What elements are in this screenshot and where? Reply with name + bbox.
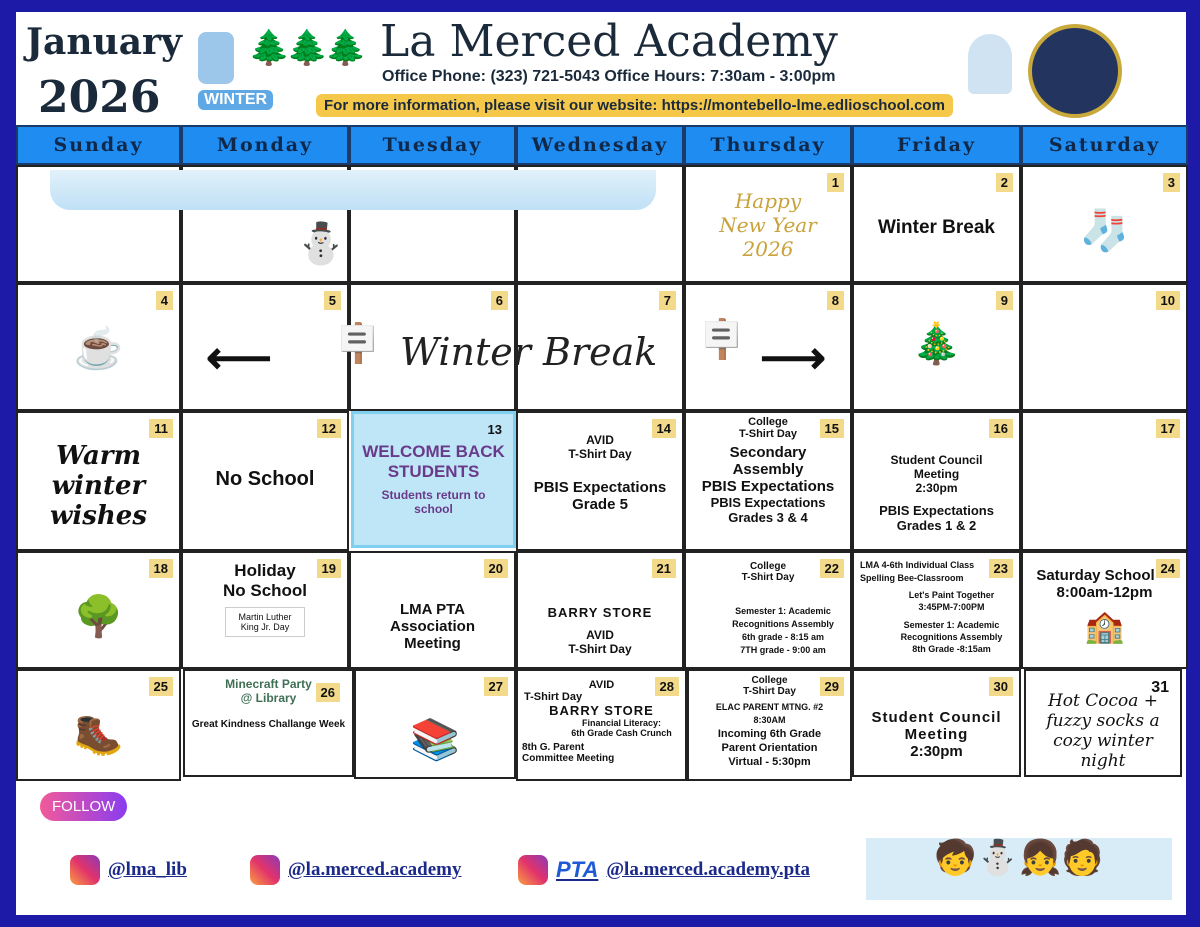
day-cell-12[interactable]: 12 No School [181, 411, 349, 551]
day-cell-25[interactable]: 25 🥾 [16, 669, 181, 781]
day-cell-28[interactable]: 28 AVID T-Shirt Day BARRY STORE Financial Literacy: 6th Grade Cash Crunch 8th G. Parent Committee Meeting [516, 669, 687, 781]
day-cell-18[interactable]: 18 🌳 [16, 551, 181, 669]
day-cell-26[interactable]: 26 Minecraft Party @ Library Great Kindness Challange Week [183, 669, 354, 777]
day-cell-27[interactable]: 27 📚 [354, 669, 516, 779]
day-cell-21[interactable]: 21 BARRY STORE AVID T-Shirt Day [516, 551, 684, 669]
coffee-book-icon: 📚 [410, 718, 460, 762]
signpost-icon: 🪧 [698, 319, 746, 361]
year-label: 2026 [38, 72, 161, 123]
weekday-header [16, 125, 1188, 165]
scarf-icon [198, 32, 234, 84]
snow-globe-icon: 🎄 [911, 322, 962, 366]
day-cell-9[interactable]: 9 🎄 [852, 283, 1021, 411]
social-link-pta[interactable]: PTA @la.merced.academy.pta [518, 855, 810, 885]
snowman-icon: ⛄ [296, 222, 346, 266]
day-cell-19[interactable]: 19 Holiday No School Martin Luther King Jr. Day [181, 551, 349, 669]
day-cell-8[interactable]: 8 [684, 283, 852, 411]
day-cell-22[interactable]: 22 College T-Shirt Day Semester 1: Academic Recognitions Assembly 6th grade - 8:15 am 7TH grade - 9:00 am [684, 551, 852, 669]
weekday-sunday: Sunday [16, 125, 181, 165]
weekday-tuesday: Tuesday [349, 125, 516, 165]
day-cell-7[interactable]: 7 [516, 283, 684, 411]
arrow-right-icon: ⟶ [760, 331, 826, 383]
day-cell-2[interactable]: 2 Winter Break [852, 165, 1021, 283]
day-cell-17[interactable]: 17 [1021, 411, 1188, 551]
follow-badge: FOLLOW [40, 792, 127, 821]
weekday-wednesday: Wednesday [516, 125, 684, 165]
hot-cocoa-icon: ☕ [73, 327, 124, 371]
signpost-icon: 🪧 [334, 323, 382, 365]
boots-icon: 🧦 [1079, 209, 1130, 253]
month-label: January [26, 21, 182, 63]
day-cell-23[interactable]: 23 LMA 4-6th Individual Class Spelling Bee-Classroom Let's Paint Together 3:45PM-7:00PM Semester 1: Academic Recognitions Assembly 8th Grade -8:15am [852, 551, 1021, 669]
day-cell-31[interactable]: 31 Hot Cocoa + fuzzy socks a cozy winter night [1024, 669, 1182, 777]
winter-break-banner: Winter Break [400, 330, 658, 374]
weekday-monday: Monday [181, 125, 349, 165]
winter-hat-icon [968, 34, 1012, 94]
icicles-decoration [50, 170, 656, 210]
day-cell-4[interactable]: 4 ☕ [16, 283, 181, 411]
day-cell-24[interactable]: 24 Saturday School 8:00am-12pm 🏫 [1021, 551, 1188, 669]
instagram-icon [250, 855, 280, 885]
day-cell-14[interactable]: 14 AVID T-Shirt Day PBIS Expectations Grade 5 [516, 411, 684, 551]
day-cell-11[interactable]: 11 Warm winter wishes [16, 411, 181, 551]
day-cell-1[interactable]: 1 Happy New Year 2026 [684, 165, 852, 283]
day-cell-15[interactable]: 15 College T-Shirt Day Secondary Assembly PBIS Expectations PBIS Expectations Grades 3 & 4 [684, 411, 852, 551]
website-banner[interactable]: For more information, please visit our website: https://montebello-lme.edlioschool.com [316, 94, 953, 117]
school-title: La Merced Academy [380, 16, 838, 67]
weekday-friday: Friday [852, 125, 1021, 165]
day-cell-30[interactable]: 30 Student Council Meeting 2:30pm [852, 669, 1021, 777]
day-cell-20[interactable]: 20 LMA PTA Association Meeting [349, 551, 516, 669]
instagram-icon [518, 855, 548, 885]
office-info: Office Phone: (323) 721-5043 Office Hours: 7:30am - 3:00pm [382, 68, 836, 85]
social-link-lma-lib[interactable]: @lma_lib [70, 855, 187, 885]
social-link-la-merced[interactable]: @la.merced.academy [250, 855, 462, 885]
day-cell-5[interactable]: 5 [181, 283, 349, 411]
instagram-icon [70, 855, 100, 885]
school-logo [1028, 24, 1122, 118]
trees-icon: 🌲🌲🌲 [248, 29, 364, 67]
arrow-left-icon: ⟵ [206, 331, 272, 383]
mlk-day-badge: Martin Luther King Jr. Day [225, 607, 305, 637]
day-cell-29[interactable]: 29 College T-Shirt Day ELAC PARENT MTNG. #2 8:30AM Incoming 6th Grade Parent Orientation Virtual - 5:30pm [687, 669, 852, 781]
weekday-saturday: Saturday [1021, 125, 1188, 165]
kids-in-snow-illustration: 🧒⛄👧🧑 [866, 838, 1172, 900]
tree-icon: 🌳 [73, 595, 124, 639]
school-building-icon: 🏫 [1084, 608, 1125, 644]
weekday-thursday: Thursday [684, 125, 852, 165]
snow-boots-icon: 🥾 [73, 713, 124, 757]
day-cell-3[interactable]: 3 🧦 [1021, 165, 1188, 283]
winter-tag: WINTER [198, 90, 273, 110]
day-cell-10[interactable]: 10 [1021, 283, 1188, 411]
day-cell-13[interactable]: 13 WELCOME BACK STUDENTS Students return to school [351, 411, 516, 548]
day-cell-6[interactable]: 6 [349, 283, 516, 411]
day-cell-16[interactable]: 16 Student Council Meeting 2:30pm PBIS Expectations Grades 1 & 2 [852, 411, 1021, 551]
